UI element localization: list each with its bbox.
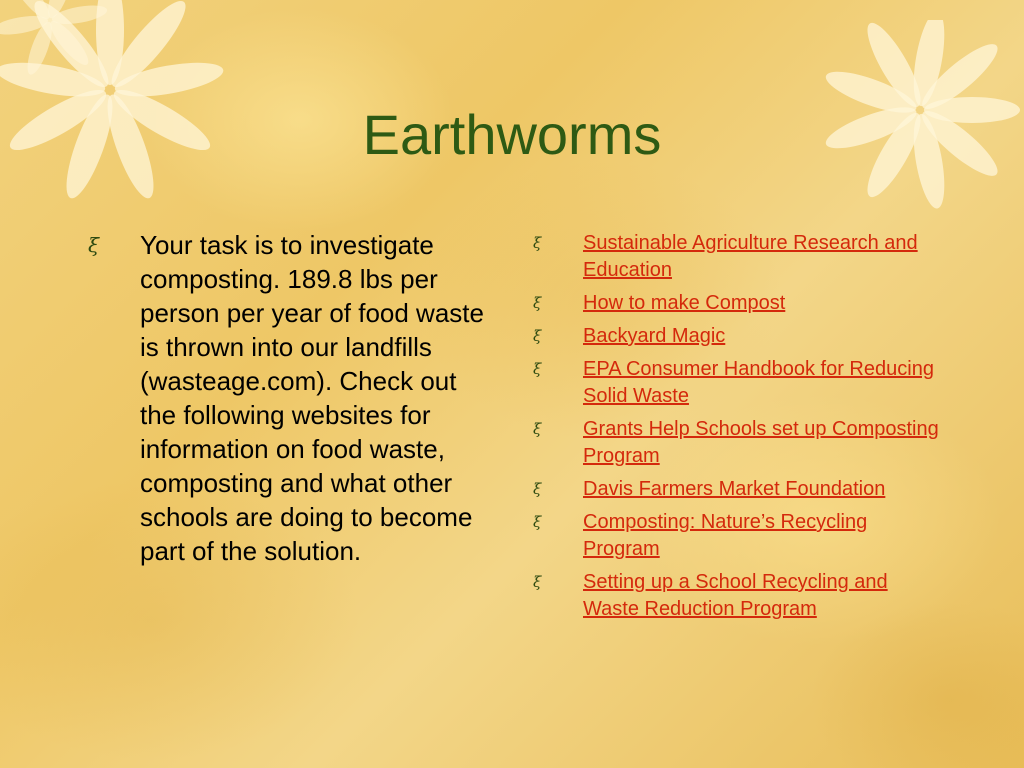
list-item — [533, 230, 943, 284]
list-item — [533, 416, 943, 470]
slide-title: Earthworms — [362, 103, 662, 166]
link-natures-recycling[interactable]: Composting: Nature’s Recycling Program — [583, 511, 868, 560]
bullet-icon: ξ — [533, 573, 542, 591]
body-column — [88, 228, 488, 568]
link-how-to-make-compost[interactable]: How to make Compost — [583, 292, 786, 314]
bullet-icon: ξ — [533, 513, 542, 531]
bullet-icon: ξ — [533, 480, 542, 498]
bullet-icon: ξ — [533, 360, 542, 378]
link-grants-schools[interactable]: Grants Help Schools set up Composting Program — [583, 418, 939, 467]
link-davis-farmers-market[interactable]: Davis Farmers Market Foundation — [583, 478, 886, 500]
list-item — [533, 569, 943, 623]
bullet-icon: ξ — [533, 327, 542, 345]
bullet-icon: ξ — [533, 294, 542, 312]
body-text: Your task is to investigate composting. 189.8 lbs per person per year of food waste is thrown into our landfills (wasteage.com). Check out the following websites for information on food waste, composting and what other schools are doing to become part of the solution. — [140, 230, 484, 566]
list-item — [533, 509, 943, 563]
bullet-icon: ξ — [88, 233, 100, 257]
link-sare[interactable]: Sustainable Agriculture Research and Education — [583, 232, 918, 281]
list-item — [533, 356, 943, 410]
bullet-icon: ξ — [533, 234, 542, 252]
link-list — [533, 230, 943, 629]
link-epa-handbook[interactable]: EPA Consumer Handbook for Reducing Solid Waste — [583, 358, 934, 407]
bullet-icon: ξ — [533, 420, 542, 438]
list-item — [533, 476, 943, 503]
link-school-recycling[interactable]: Setting up a School Recycling and Waste Reduction Program — [583, 571, 888, 620]
list-item — [533, 323, 943, 350]
link-backyard-magic[interactable]: Backyard Magic — [583, 325, 726, 347]
body-bullet-item — [88, 228, 488, 568]
list-item — [533, 290, 943, 317]
